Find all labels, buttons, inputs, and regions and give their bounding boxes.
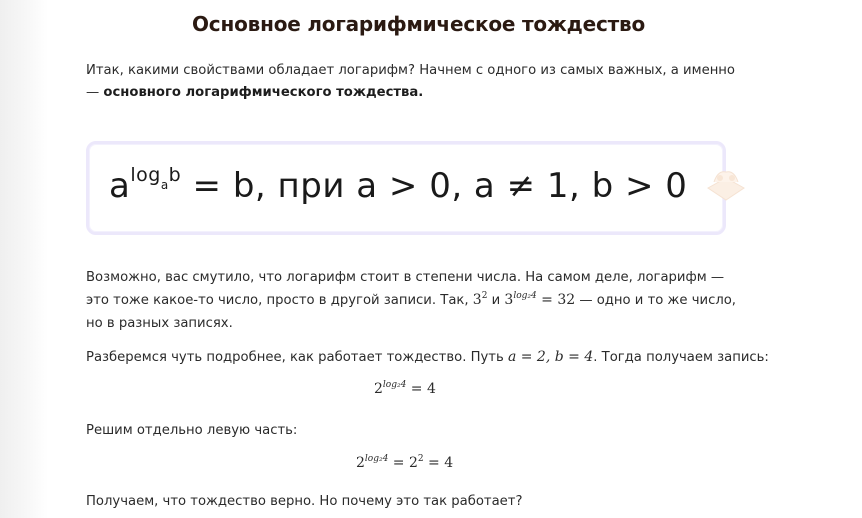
eq1-base: 2 — [374, 381, 383, 397]
formula-box — [86, 141, 726, 235]
m2-sup: log₂4 — [513, 291, 537, 301]
para3-after: . Тогда получаем запись: — [593, 350, 769, 365]
formula-rest: = b, при a > 0, a ≠ 1, b > 0 — [181, 166, 688, 206]
book-decoration-icon — [702, 158, 750, 206]
para2-mid: и — [487, 293, 505, 308]
para2-before: Возможно, вас смутило, что логарифм стоит в степени числа. На самом деле, логарифм — это тоже какое-то число, просто в другой записи. Так, — [86, 270, 725, 308]
math-3-log — [504, 292, 575, 308]
eq2-mid: = 2 — [388, 455, 418, 471]
math-a-b-values: a = 2, b = 4 — [507, 349, 594, 365]
intro-bold: основного логарифмического тождества. — [103, 85, 424, 100]
formula-base: a — [109, 166, 131, 206]
formula-exp-log: log — [130, 164, 161, 186]
eq2-base: 2 — [356, 455, 365, 471]
formula-exp-arg: b — [168, 164, 182, 186]
equation-2 — [356, 455, 453, 471]
paragraph-explanation — [86, 267, 736, 335]
eq1-rhs: = 4 — [406, 381, 436, 397]
intro-paragraph — [86, 60, 736, 104]
math-3-squared — [473, 292, 488, 308]
para2-after: — одно и то же число, но в разных записях. — [86, 293, 737, 331]
eq2-sup: log₂4 — [364, 454, 389, 464]
m1-sup: 2 — [481, 291, 488, 301]
para3-before: Разберемся чуть подробнее, как работает тождество. Путь — [86, 350, 508, 365]
m2-base: 3 — [504, 292, 514, 308]
eq1-sup: log₂4 — [382, 380, 407, 390]
eq2-rhs: = 4 — [423, 455, 454, 471]
page-title: Основное логарифмическое тождество — [192, 12, 646, 36]
m2-eq: = 32 — [536, 292, 576, 308]
intro-text: Итак, какими свойствами обладает логарифм? Начнем с одного из самых важных, а именно — — [86, 63, 736, 100]
identity-formula — [109, 166, 687, 206]
equation-1 — [374, 381, 436, 397]
paragraph-example — [86, 346, 769, 369]
formula-exp-sub: a — [160, 178, 169, 192]
paragraph-conclusion: Получаем, что тождество верно. Но почему это так работает? — [86, 494, 523, 509]
page-left-shade — [0, 0, 48, 518]
m1-base: 3 — [472, 292, 482, 308]
paragraph-solve: Решим отдельно левую часть: — [86, 423, 298, 438]
eq2-mid-sup: 2 — [417, 454, 424, 464]
